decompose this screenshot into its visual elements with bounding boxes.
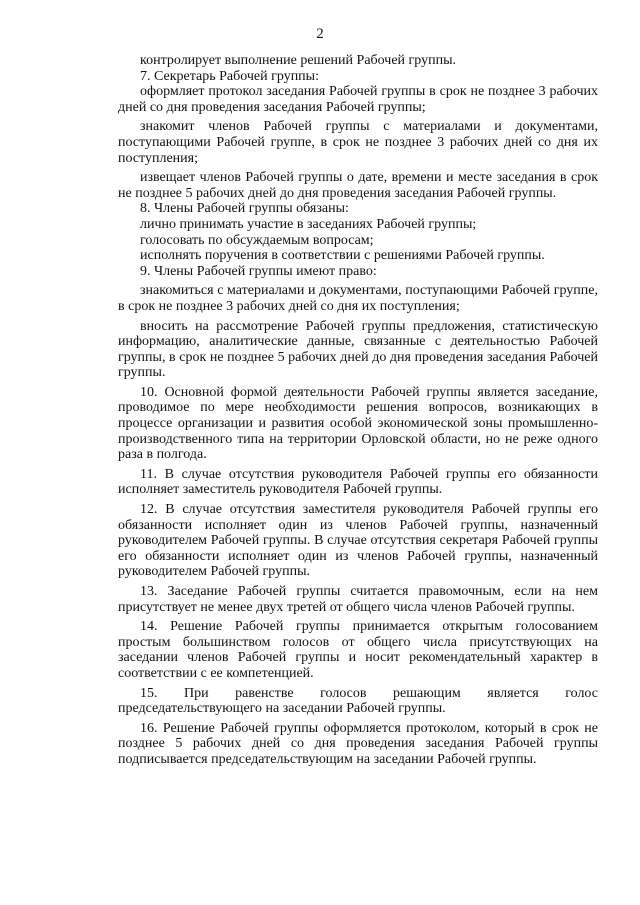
paragraph: 12. В случае отсутствия заместителя руководителя Рабочей группы его обязанности исполняет один из членов Рабочей группы, назначенный руководителем Рабочей группы. В случае отсутствия секретаря Рабочей группы его обязанности исполняет один из членов Рабочей группы, назначенный руководителем Рабочей группы. [118,502,598,580]
paragraph: лично принимать участие в заседаниях Рабочей группы; [140,216,477,232]
paragraph: оформляет протокол заседания Рабочей группы в срок не позднее 3 рабочих дней со дня проведения заседания Рабочей группы; [118,84,598,115]
paragraph: 13. Заседание Рабочей группы считается правомочным, если на нем присутствует не менее двух третей от общего числа членов Рабочей группы. [118,584,598,615]
paragraph: извещает членов Рабочей группы о дате, времени и месте заседания в срок не позднее 5 рабочих дней до дня проведения заседания Рабочей группы. [118,170,598,201]
paragraph: 7. Секретарь Рабочей группы: [140,68,319,84]
document-body [118,53,598,768]
paragraph: знакомиться с материалами и документами, поступающими Рабочей группе, в срок не позднее 3 рабочих дней со дня их поступления; [118,283,598,314]
paragraph: 10. Основной формой деятельности Рабочей группы является заседание, проводимое по мере необходимости решения вопросов, возникающих в процессе организации и развития особой экономической зоны промышленно-производственного типа на территории Орловской области, но не реже одного раза в полгода. [118,384,598,463]
paragraph: исполнять поручения в соответствии с решениями Рабочей группы. [140,248,545,264]
paragraph: 11. В случае отсутствия руководителя Рабочей группы его обязанности исполняет заместитель руководителя Рабочей группы. [118,466,598,498]
paragraph: голосовать по обсуждаемым вопросам; [140,232,374,248]
paragraph: знакомит членов Рабочей группы с материалами и документами, поступающими Рабочей группе, в срок не позднее 3 рабочих дней со дня их поступления; [118,119,598,166]
paragraph: 9. Члены Рабочей группы имеют право: [140,263,377,279]
paragraph: 8. Члены Рабочей группы обязаны: [140,201,349,217]
paragraph: 15. При равенстве голосов решающим является голос председательствующего на заседании Рабочей группы. [118,685,598,717]
page-number: 2 [316,26,324,42]
paragraph: 16. Решение Рабочей группы оформляется протоколом, который в срок не позднее 5 рабочих дней со дня проведения заседания Рабочей группы подписывается председательствующим на заседании Рабочей группы. [118,720,598,767]
paragraph: контролирует выполнение решений Рабочей группы. [140,53,456,68]
paragraph: 14. Решение Рабочей группы принимается открытым голосованием простым большинством голосов от общего числа присутствующих на заседании членов Рабочей группы и носит рекомендательный характер в соответствии с ее компетенцией. [118,619,598,681]
paragraph: вносить на рассмотрение Рабочей группы предложения, статистическую информацию, аналитические данные, связанные с деятельностью Рабочей группы, в срок не позднее 5 рабочих дней до дня проведения заседания Рабочей группы. [118,318,598,381]
